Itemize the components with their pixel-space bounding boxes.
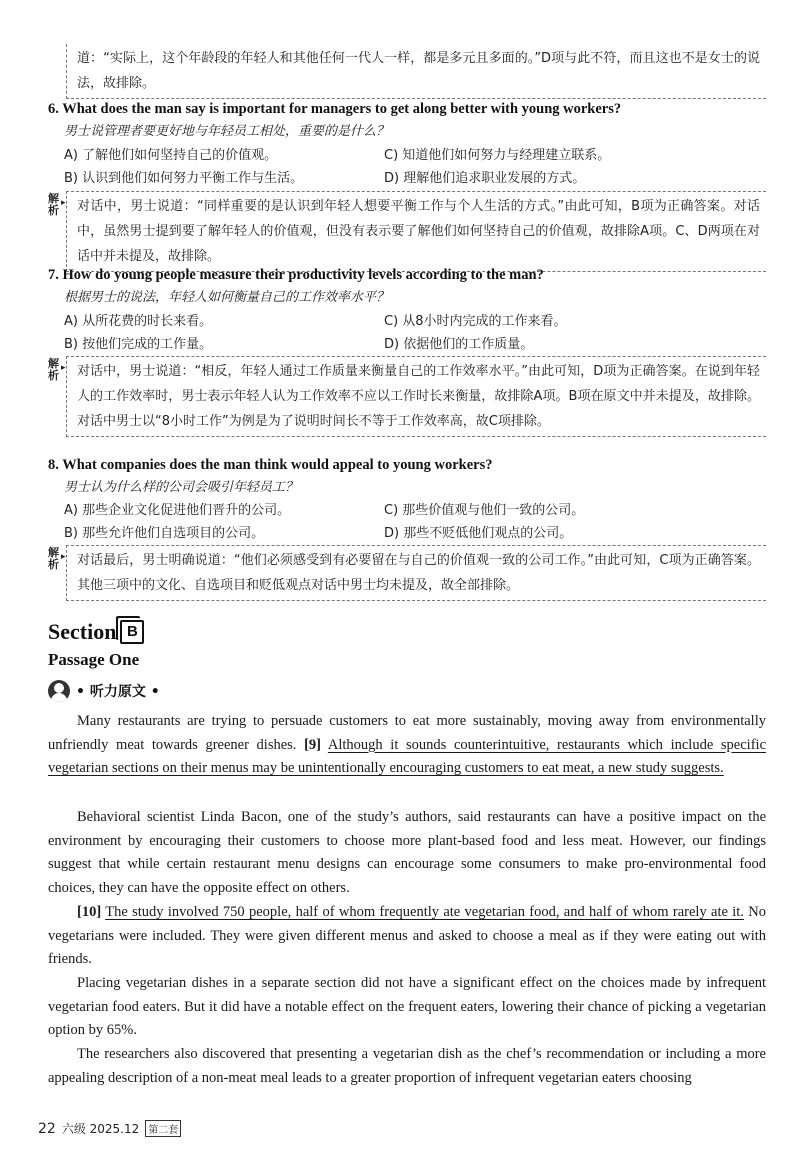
q8-option-a: A) 那些企业文化促进他们晋升的公司。	[64, 503, 291, 518]
listener-icon	[48, 680, 70, 702]
transcript-heading-label: • 听力原文 •	[76, 684, 160, 700]
page-number: 22	[38, 1121, 56, 1137]
question-marker-9: [9]	[304, 736, 322, 753]
page-footer	[38, 1120, 181, 1137]
section-title	[48, 619, 144, 645]
analysis-box-continued	[48, 44, 766, 99]
underlined-sentence-9: Although it sounds counterintuitive, restaurants which include specific vegetarian sections on their menus may be unintentionally encouraging customers to eat meat, a new study suggests.	[48, 736, 767, 776]
question-6-cn: 男士说管理者要更好地与年轻员工相处，重要的是什么？	[64, 124, 390, 139]
paragraph-1	[48, 710, 766, 781]
question-8-cn: 男士认为什么样的公司会吸引年轻员工？	[64, 480, 299, 495]
analysis-tag-label: 解析	[48, 357, 59, 382]
paragraph-3-text: No vegetarians were included. They were given different menus and asked to choose a meal as if they were eating out with friends.	[48, 904, 766, 967]
question-marker-10: [10]	[77, 904, 102, 920]
passage-title: Passage One	[48, 650, 140, 669]
q7-analysis-box	[48, 356, 766, 437]
paragraph-1-text: Many restaurants are trying to persuade customers to eat more sustainably, moving away from environmentally unfriendly meat towards greener dishes.	[48, 713, 766, 753]
underlined-sentence-10: The study involved 750 people, half of whom frequently ate vegetarian food, and half of whom rarely ate it.	[105, 904, 744, 920]
q8-option-c: C) 那些价值观与他们一致的公司。	[384, 503, 585, 518]
q6-analysis-box	[48, 191, 766, 272]
transcript-heading	[48, 680, 160, 702]
question-8: 8. What companies does the man think would appeal to young workers?	[48, 457, 493, 473]
analysis-tag-label: 解析	[48, 546, 59, 571]
q8-option-b: B) 那些允许他们自选项目的公司。	[64, 526, 265, 541]
q6-analysis-text: 对话中，男士说道：“同样重要的是认识到年轻人想要平衡工作与个人生活的方式。”由此可知，B项为正确答案。对话中，虽然男士提到要了解年轻人的价值观，但没有表示要了解他们如何坚持自己的价值观，故排除A项。C、D两项在对话中并未提及，故排除。	[66, 191, 766, 272]
analysis-tag-label: 解析	[48, 192, 59, 217]
q7-option-c: C) 从8小时内完成的工作来看。	[384, 314, 567, 329]
q7-option-b: B) 按他们完成的工作量。	[64, 337, 213, 352]
paragraph-4: Placing vegetarian dishes in a separate section did not have a significant effect on the choices made by infrequent vegetarian food eaters. But it did have a notable effect on the frequent eaters, lowering their chance of picking a vegetarian option by 65%.	[48, 975, 766, 1038]
magazine-issue: 六级 2025.12	[61, 1122, 140, 1136]
analysis-text: 道：“实际上，这个年龄段的年轻人和其他任何一代人一样，都是多元且多面的。”D项与此不符，而且这也不是女士的说法，故排除。	[66, 44, 766, 99]
section-label: Section	[48, 619, 117, 644]
q8-analysis-text: 对话最后，男士明确说道：“他们必须感受到有必要留在与自己的价值观一致的公司工作。”由此可知，C项为正确答案。其他三项中的文化、自选项目和贬低观点对话中男士均未提及，故全部排除。	[66, 545, 766, 601]
arrow-icon: ▸	[61, 198, 66, 208]
analysis-tag	[48, 357, 66, 382]
q8-option-d: D) 那些不贬低他们观点的公司。	[384, 526, 573, 541]
section-letter-badge: B	[120, 620, 144, 644]
q6-option-c: C) 知道他们如何努力与经理建立联系。	[384, 148, 611, 163]
analysis-tag	[48, 546, 66, 571]
q6-option-a: A) 了解他们如何坚持自己的价值观。	[64, 148, 278, 163]
paragraph-5: The researchers also discovered that presenting a vegetarian dish as the chef’s recommendation or including a more appealing description of a non-meat meal leads to a greater proportion of infrequent vegetarian eaters choosing	[48, 1046, 766, 1086]
paragraph-2: Behavioral scientist Linda Bacon, one of the study’s authors, said restaurants can have a positive impact on the environment by encouraging their customers to choose more plant-based food and less meat. However, our findings suggest that while certain restaurant menu designs can encourage some consumers to make pro-environmental food choices, they can have the opposite effect on others.	[48, 809, 766, 896]
test-set-label: 第二套	[145, 1120, 181, 1137]
question-7: 7. How do young people measure their productivity levels according to the man?	[48, 267, 544, 283]
q7-option-d: D) 依据他们的工作质量。	[384, 337, 534, 352]
question-6: 6. What does the man say is important for managers to get along better with young workers?	[48, 101, 622, 117]
analysis-tag	[48, 192, 66, 217]
q6-option-d: D) 理解他们追求职业发展的方式。	[384, 171, 586, 186]
paragraph-3	[48, 901, 766, 972]
q8-analysis-box	[48, 545, 766, 601]
q7-option-a: A) 从所花费的时长来看。	[64, 314, 213, 329]
q6-option-b: B) 认识到他们如何努力平衡工作与生活。	[64, 171, 304, 186]
question-7-cn: 根据男士的说法，年轻人如何衡量自己的工作效率水平？	[64, 290, 390, 305]
arrow-icon: ▸	[61, 363, 66, 373]
q7-analysis-text: 对话中，男士说道：“相反，年轻人通过工作质量来衡量自己的工作效率水平。”由此可知，D项为正确答案。在说到年轻人的工作效率时，男士表示年轻人认为工作效率不应以工作时长来衡量，故排除A项。B项在原文中并未提及，故排除。对话中男士以“8小时工作”为例是为了说明时间长不等于工作效率高，故C项排除。	[66, 356, 766, 437]
arrow-icon: ▸	[61, 552, 66, 562]
